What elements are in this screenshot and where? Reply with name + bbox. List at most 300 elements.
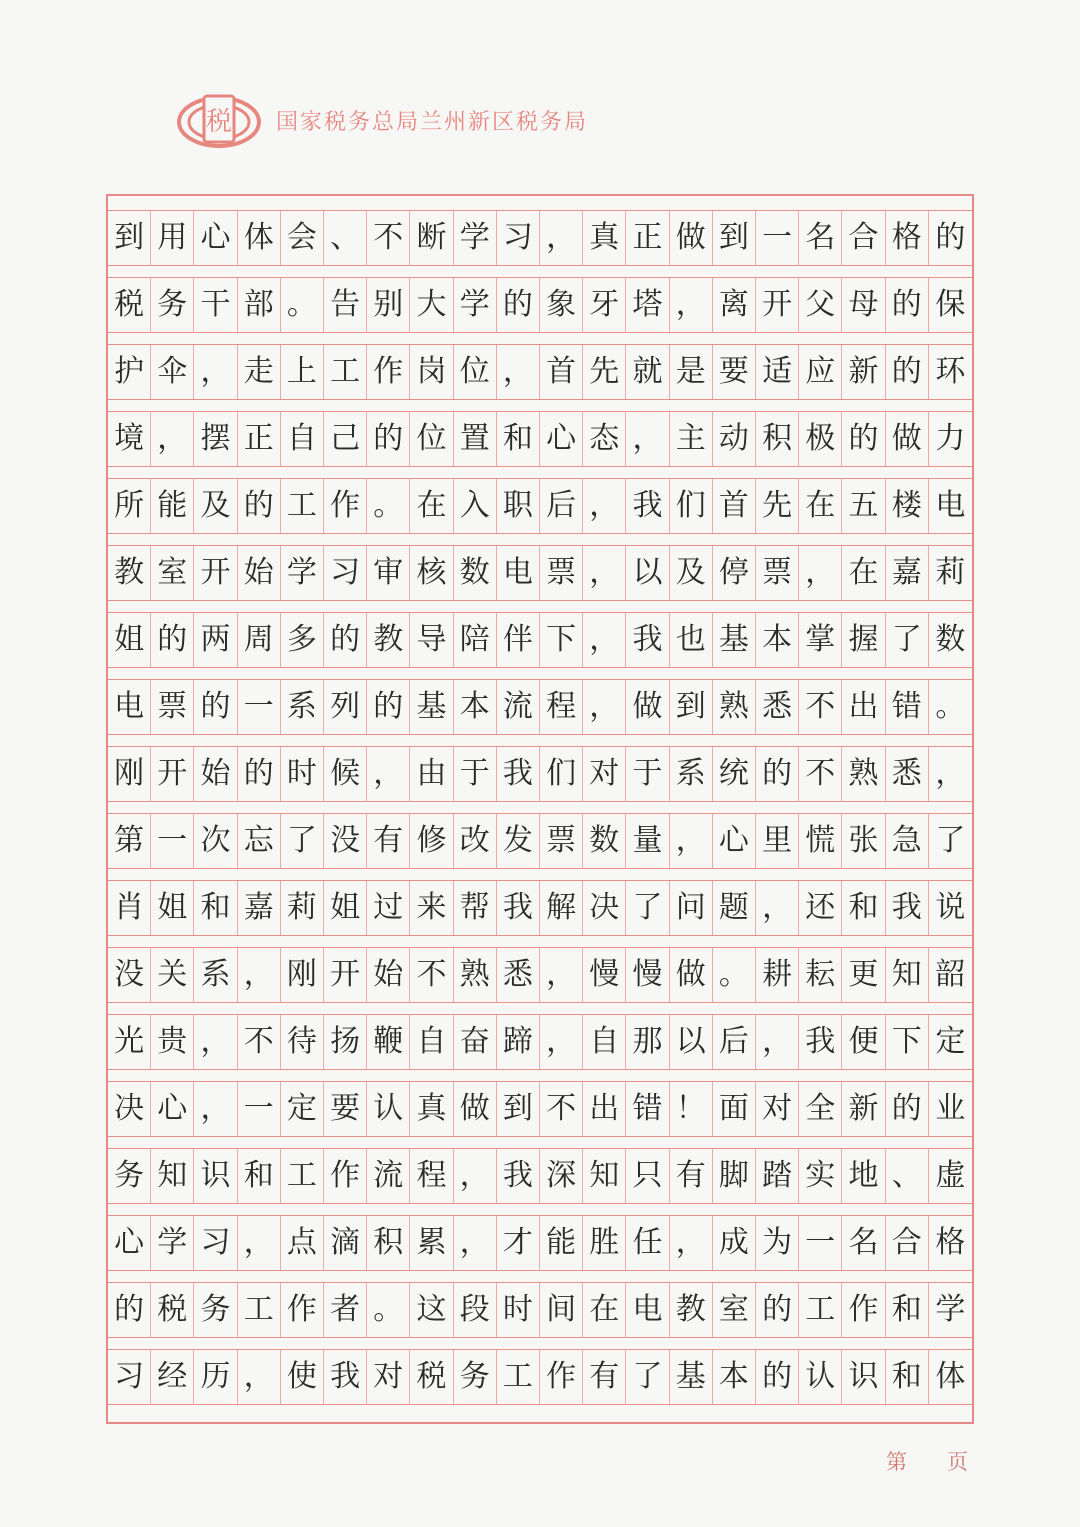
manuscript-cell: 动 bbox=[713, 412, 756, 466]
manuscript-cell: 在 bbox=[842, 546, 885, 600]
manuscript-cell: 经 bbox=[151, 1350, 194, 1404]
logo-glyph: 税 bbox=[205, 107, 233, 137]
manuscript-cell: 税 bbox=[151, 1283, 194, 1337]
manuscript-cell: 干 bbox=[194, 278, 237, 332]
manuscript-cell: 到 bbox=[108, 211, 151, 265]
page-label-suffix: 页 bbox=[947, 1450, 968, 1474]
manuscript-cell: 周 bbox=[238, 613, 281, 667]
manuscript-row bbox=[108, 813, 972, 869]
manuscript-cell: ， bbox=[670, 1216, 713, 1270]
manuscript-cell: 一 bbox=[238, 680, 281, 734]
manuscript-row bbox=[108, 880, 972, 936]
manuscript-cell: 点 bbox=[281, 1216, 324, 1270]
manuscript-cell: 第 bbox=[108, 814, 151, 868]
manuscript-cell: ， bbox=[151, 412, 194, 466]
manuscript-cell: 面 bbox=[713, 1082, 756, 1136]
manuscript-cell: 作 bbox=[367, 345, 410, 399]
manuscript-cell: 要 bbox=[324, 1082, 367, 1136]
manuscript-cell: 们 bbox=[670, 479, 713, 533]
manuscript-cell: 能 bbox=[540, 1216, 583, 1270]
manuscript-cell: 全 bbox=[799, 1082, 842, 1136]
manuscript-cell: 为 bbox=[756, 1216, 799, 1270]
manuscript-cell: 室 bbox=[713, 1283, 756, 1337]
manuscript-cell: 父 bbox=[799, 278, 842, 332]
manuscript-cell: 只 bbox=[626, 1149, 669, 1203]
manuscript-cell: 累 bbox=[410, 1216, 453, 1270]
manuscript-cell: 环 bbox=[935, 354, 966, 389]
manuscript-cell: 的 bbox=[238, 747, 281, 801]
manuscript-cell: 于 bbox=[626, 747, 669, 801]
manuscript-cell: 始 bbox=[194, 747, 237, 801]
manuscript-cell: ， bbox=[194, 1015, 237, 1069]
manuscript-cell: 本 bbox=[756, 613, 799, 667]
manuscript-cell: 知 bbox=[583, 1149, 626, 1203]
manuscript-cell: 一 bbox=[238, 1082, 281, 1136]
manuscript-cell: 摆 bbox=[194, 412, 237, 466]
manuscript-cell: 票 bbox=[756, 546, 799, 600]
manuscript-cell: 时 bbox=[281, 747, 324, 801]
manuscript-cell: 和 bbox=[886, 1283, 929, 1337]
manuscript-cell: 电 bbox=[626, 1283, 669, 1337]
manuscript-cell: 奋 bbox=[454, 1015, 497, 1069]
manuscript-cell: 工 bbox=[799, 1283, 842, 1337]
manuscript-cell: 历 bbox=[194, 1350, 237, 1404]
manuscript-cell: ， bbox=[540, 211, 583, 265]
manuscript-cell: 更 bbox=[842, 948, 885, 1002]
manuscript-cell: 做 bbox=[626, 680, 669, 734]
manuscript-cell: 极 bbox=[799, 412, 842, 466]
manuscript-cell: 务 bbox=[454, 1350, 497, 1404]
manuscript-cell: 这 bbox=[410, 1283, 453, 1337]
manuscript-cell: 踏 bbox=[756, 1149, 799, 1203]
manuscript-cell: 开 bbox=[756, 278, 799, 332]
manuscript-cell: 蹄 bbox=[497, 1015, 540, 1069]
manuscript-cell: 才 bbox=[497, 1216, 540, 1270]
manuscript-cell: 改 bbox=[454, 814, 497, 868]
manuscript-cell: 对 bbox=[756, 1082, 799, 1136]
manuscript-cell: 对 bbox=[367, 1350, 410, 1404]
manuscript-cell: 作 bbox=[281, 1283, 324, 1337]
manuscript-row bbox=[108, 344, 972, 400]
manuscript-cell: 了 bbox=[935, 823, 966, 858]
manuscript-cell: 业 bbox=[935, 1091, 966, 1126]
manuscript-cell: 过 bbox=[367, 881, 410, 935]
manuscript-cell: 次 bbox=[194, 814, 237, 868]
manuscript-cell: 的 bbox=[238, 479, 281, 533]
manuscript-cell: 不 bbox=[367, 211, 410, 265]
manuscript-cell: ， bbox=[367, 747, 410, 801]
manuscript-cell: 自 bbox=[410, 1015, 453, 1069]
manuscript-cell: 及 bbox=[670, 546, 713, 600]
manuscript-cell: 嘉 bbox=[238, 881, 281, 935]
manuscript-cell: 积 bbox=[367, 1216, 410, 1270]
manuscript-cell: 熟 bbox=[713, 680, 756, 734]
manuscript-cell: 学 bbox=[454, 211, 497, 265]
manuscript-cell: 题 bbox=[713, 881, 756, 935]
manuscript-cell: ， bbox=[583, 546, 626, 600]
manuscript-cell: 学 bbox=[151, 1216, 194, 1270]
manuscript-cell: 我 bbox=[497, 1149, 540, 1203]
manuscript-cell: 贵 bbox=[151, 1015, 194, 1069]
manuscript-cell: 刚 bbox=[108, 747, 151, 801]
manuscript-cell: 胜 bbox=[583, 1216, 626, 1270]
manuscript-cell: 系 bbox=[281, 680, 324, 734]
manuscript-cell: 开 bbox=[151, 747, 194, 801]
manuscript-cell: 不 bbox=[540, 1082, 583, 1136]
manuscript-cell: 认 bbox=[367, 1082, 410, 1136]
manuscript-cell: 电 bbox=[935, 488, 966, 523]
manuscript-cell: 急 bbox=[886, 814, 929, 868]
manuscript-cell: 任 bbox=[626, 1216, 669, 1270]
manuscript-cell: 工 bbox=[281, 1149, 324, 1203]
manuscript-cell: 说 bbox=[935, 890, 966, 925]
manuscript-cell: 习 bbox=[324, 546, 367, 600]
manuscript-cell: 票 bbox=[540, 814, 583, 868]
manuscript-cell: 象 bbox=[540, 278, 583, 332]
manuscript-cell: 适 bbox=[756, 345, 799, 399]
manuscript-cell: 做 bbox=[454, 1082, 497, 1136]
manuscript-cell: 关 bbox=[151, 948, 194, 1002]
manuscript-row bbox=[108, 545, 972, 601]
manuscript-cell: 掌 bbox=[799, 613, 842, 667]
manuscript-cell: 后 bbox=[540, 479, 583, 533]
manuscript-cell: 发 bbox=[497, 814, 540, 868]
manuscript-cell: 的 bbox=[367, 680, 410, 734]
manuscript-cell: 是 bbox=[670, 345, 713, 399]
manuscript-cell: 有 bbox=[367, 814, 410, 868]
manuscript-cell: 格 bbox=[935, 1225, 966, 1260]
manuscript-cell: 实 bbox=[799, 1149, 842, 1203]
manuscript-cell: 我 bbox=[799, 1015, 842, 1069]
manuscript-cell: 。 bbox=[713, 948, 756, 1002]
manuscript-cell: 、 bbox=[324, 211, 367, 265]
manuscript-cell: 鞭 bbox=[367, 1015, 410, 1069]
manuscript-cell: 部 bbox=[238, 278, 281, 332]
manuscript-cell: 决 bbox=[108, 1082, 151, 1136]
manuscript-cell: 位 bbox=[410, 412, 453, 466]
manuscript-cell: ， bbox=[626, 412, 669, 466]
manuscript-cell: 的 bbox=[324, 613, 367, 667]
manuscript-cell: 忘 bbox=[238, 814, 281, 868]
manuscript-cell: 主 bbox=[670, 412, 713, 466]
manuscript-cell: 出 bbox=[583, 1082, 626, 1136]
manuscript-cell: ， bbox=[935, 756, 966, 791]
manuscript-cell: 那 bbox=[626, 1015, 669, 1069]
manuscript-cell: ， bbox=[497, 345, 540, 399]
manuscript-cell: 的 bbox=[886, 1082, 929, 1136]
manuscript-cell: 电 bbox=[497, 546, 540, 600]
manuscript-cell: 慢 bbox=[626, 948, 669, 1002]
manuscript-cell: 段 bbox=[454, 1283, 497, 1337]
manuscript-cell: 和 bbox=[194, 881, 237, 935]
manuscript-cell: 的 bbox=[886, 278, 929, 332]
manuscript-cell: 作 bbox=[324, 1149, 367, 1203]
manuscript-cell: 始 bbox=[238, 546, 281, 600]
letterhead bbox=[176, 88, 588, 152]
manuscript-cell: 由 bbox=[410, 747, 453, 801]
manuscript-cell: 积 bbox=[756, 412, 799, 466]
manuscript-cell: 离 bbox=[713, 278, 756, 332]
organization-name: 国家税务总局兰州新区税务局 bbox=[276, 109, 589, 135]
manuscript-cell: 基 bbox=[410, 680, 453, 734]
manuscript-cell: 五 bbox=[842, 479, 885, 533]
manuscript-cell: 候 bbox=[324, 747, 367, 801]
manuscript-cell: 的 bbox=[756, 747, 799, 801]
manuscript-cell: 握 bbox=[842, 613, 885, 667]
manuscript-cell: ， bbox=[238, 1216, 281, 1270]
manuscript-cell: 的 bbox=[756, 1350, 799, 1404]
manuscript-row bbox=[108, 947, 972, 1003]
manuscript-cell: 问 bbox=[670, 881, 713, 935]
manuscript-cell: 塔 bbox=[626, 278, 669, 332]
manuscript-cell: 保 bbox=[935, 287, 966, 322]
manuscript-cell: 票 bbox=[540, 546, 583, 600]
manuscript-cell: 用 bbox=[151, 211, 194, 265]
manuscript-cell: 我 bbox=[324, 1350, 367, 1404]
manuscript-cell: 基 bbox=[670, 1350, 713, 1404]
manuscript-cell: 的 bbox=[935, 220, 966, 255]
manuscript-cell: 熟 bbox=[454, 948, 497, 1002]
manuscript-cell: 在 bbox=[583, 1283, 626, 1337]
manuscript-cell: 心 bbox=[108, 1216, 151, 1270]
manuscript-row bbox=[108, 277, 972, 333]
manuscript-row bbox=[108, 411, 972, 467]
manuscript-cell: ！ bbox=[670, 1082, 713, 1136]
manuscript-cell: 下 bbox=[886, 1015, 929, 1069]
manuscript-cell: 学 bbox=[454, 278, 497, 332]
manuscript-cell: 悉 bbox=[756, 680, 799, 734]
manuscript-cell: 心 bbox=[151, 1082, 194, 1136]
manuscript-cell: 没 bbox=[108, 948, 151, 1002]
manuscript-cell: 到 bbox=[497, 1082, 540, 1136]
manuscript-cell: 者 bbox=[324, 1283, 367, 1337]
manuscript-cell: 入 bbox=[454, 479, 497, 533]
manuscript-cell: 下 bbox=[540, 613, 583, 667]
manuscript-cell: 使 bbox=[281, 1350, 324, 1404]
manuscript-cell: ， bbox=[540, 948, 583, 1002]
manuscript-cell: 心 bbox=[540, 412, 583, 466]
manuscript-cell: 没 bbox=[324, 814, 367, 868]
manuscript-cell: 工 bbox=[238, 1283, 281, 1337]
manuscript-cell: 工 bbox=[281, 479, 324, 533]
manuscript-cell: 告 bbox=[324, 278, 367, 332]
manuscript-cell: 核 bbox=[410, 546, 453, 600]
page-number-label bbox=[886, 1446, 968, 1476]
manuscript-cell: 还 bbox=[799, 881, 842, 935]
manuscript-cell: ， bbox=[670, 278, 713, 332]
manuscript-cell: 和 bbox=[238, 1149, 281, 1203]
manuscript-cell: ， bbox=[238, 1350, 281, 1404]
manuscript-cell: 也 bbox=[670, 613, 713, 667]
manuscript-cell: 工 bbox=[324, 345, 367, 399]
manuscript-cell: 了 bbox=[281, 814, 324, 868]
manuscript-cell: 系 bbox=[194, 948, 237, 1002]
manuscript-grid bbox=[106, 194, 974, 1424]
manuscript-cell: 慌 bbox=[799, 814, 842, 868]
manuscript-cell: 错 bbox=[886, 680, 929, 734]
manuscript-cell: 基 bbox=[713, 613, 756, 667]
tax-bureau-logo-icon bbox=[176, 88, 262, 152]
manuscript-cell: 到 bbox=[713, 211, 756, 265]
manuscript-cell: 识 bbox=[842, 1350, 885, 1404]
manuscript-cell: 。 bbox=[281, 278, 324, 332]
manuscript-cell: 和 bbox=[497, 412, 540, 466]
manuscript-cell: 教 bbox=[670, 1283, 713, 1337]
manuscript-cell: 教 bbox=[108, 546, 151, 600]
manuscript-cell: 首 bbox=[540, 345, 583, 399]
manuscript-cell: 及 bbox=[194, 479, 237, 533]
manuscript-cell: ， bbox=[454, 1149, 497, 1203]
manuscript-cell: 修 bbox=[410, 814, 453, 868]
manuscript-cell: 一 bbox=[799, 1216, 842, 1270]
manuscript-cell: 了 bbox=[886, 613, 929, 667]
manuscript-cell: 莉 bbox=[935, 555, 966, 590]
manuscript-cell: ， bbox=[194, 345, 237, 399]
manuscript-row bbox=[108, 1081, 972, 1137]
manuscript-cell: 先 bbox=[756, 479, 799, 533]
manuscript-cell: 大 bbox=[410, 278, 453, 332]
manuscript-cell: 境 bbox=[108, 412, 151, 466]
manuscript-cell: 断 bbox=[410, 211, 453, 265]
manuscript-cell: 出 bbox=[842, 680, 885, 734]
manuscript-cell: 心 bbox=[194, 211, 237, 265]
manuscript-cell: 合 bbox=[842, 211, 885, 265]
manuscript-cell: 务 bbox=[108, 1149, 151, 1203]
manuscript-cell: ， bbox=[799, 546, 842, 600]
manuscript-cell: 的 bbox=[886, 345, 929, 399]
manuscript-cell: 楼 bbox=[886, 479, 929, 533]
manuscript-cell: 姐 bbox=[108, 613, 151, 667]
manuscript-cell: 我 bbox=[626, 479, 669, 533]
manuscript-cell: ， bbox=[454, 1216, 497, 1270]
manuscript-cell: 和 bbox=[886, 1350, 929, 1404]
manuscript-cell: 会 bbox=[281, 211, 324, 265]
manuscript-cell: 莉 bbox=[281, 881, 324, 935]
manuscript-cell: 慢 bbox=[583, 948, 626, 1002]
manuscript-row bbox=[108, 612, 972, 668]
manuscript-cell: 室 bbox=[151, 546, 194, 600]
manuscript-cell: 姐 bbox=[151, 881, 194, 935]
manuscript-cell: 姐 bbox=[324, 881, 367, 935]
manuscript-cell: 定 bbox=[281, 1082, 324, 1136]
manuscript-cell: 审 bbox=[367, 546, 410, 600]
manuscript-cell: 体 bbox=[935, 1359, 966, 1394]
manuscript-cell: 帮 bbox=[454, 881, 497, 935]
manuscript-cell: 里 bbox=[756, 814, 799, 868]
manuscript-cell: 。 bbox=[367, 1283, 410, 1337]
manuscript-cell: 电 bbox=[108, 680, 151, 734]
manuscript-cell: 于 bbox=[454, 747, 497, 801]
manuscript-cell: 税 bbox=[410, 1350, 453, 1404]
manuscript-cell: 不 bbox=[410, 948, 453, 1002]
manuscript-row bbox=[108, 1349, 972, 1405]
manuscript-row bbox=[108, 1282, 972, 1338]
manuscript-cell: 新 bbox=[842, 345, 885, 399]
manuscript-cell: 在 bbox=[799, 479, 842, 533]
manuscript-cell: 一 bbox=[151, 814, 194, 868]
manuscript-cell: 、 bbox=[886, 1149, 929, 1203]
manuscript-cell: 工 bbox=[497, 1350, 540, 1404]
manuscript-cell: 张 bbox=[842, 814, 885, 868]
manuscript-cell: 置 bbox=[454, 412, 497, 466]
manuscript-cell: 了 bbox=[626, 881, 669, 935]
manuscript-cell: 岗 bbox=[410, 345, 453, 399]
manuscript-cell: 伞 bbox=[151, 345, 194, 399]
manuscript-cell: 的 bbox=[367, 412, 410, 466]
manuscript-cell: 我 bbox=[626, 613, 669, 667]
manuscript-cell: 陪 bbox=[454, 613, 497, 667]
manuscript-cell: 熟 bbox=[842, 747, 885, 801]
manuscript-row bbox=[108, 478, 972, 534]
manuscript-cell: 务 bbox=[151, 278, 194, 332]
manuscript-cell: 便 bbox=[842, 1015, 885, 1069]
manuscript-cell: 格 bbox=[886, 211, 929, 265]
manuscript-cell: 真 bbox=[583, 211, 626, 265]
manuscript-cell: 成 bbox=[713, 1216, 756, 1270]
manuscript-cell: 来 bbox=[410, 881, 453, 935]
manuscript-cell: 对 bbox=[583, 747, 626, 801]
manuscript-cell: 不 bbox=[799, 747, 842, 801]
manuscript-cell: 自 bbox=[583, 1015, 626, 1069]
manuscript-cell: 伴 bbox=[497, 613, 540, 667]
manuscript-cell: 本 bbox=[454, 680, 497, 734]
manuscript-cell: 一 bbox=[756, 211, 799, 265]
manuscript-cell: 教 bbox=[367, 613, 410, 667]
manuscript-cell: 税 bbox=[108, 278, 151, 332]
manuscript-cell: 和 bbox=[842, 881, 885, 935]
manuscript-cell: 的 bbox=[842, 412, 885, 466]
manuscript-cell: ， bbox=[238, 948, 281, 1002]
manuscript-cell: 做 bbox=[670, 948, 713, 1002]
manuscript-cell: 认 bbox=[799, 1350, 842, 1404]
manuscript-cell: ， bbox=[756, 881, 799, 935]
manuscript-cell: 作 bbox=[324, 479, 367, 533]
manuscript-cell: 开 bbox=[324, 948, 367, 1002]
manuscript-cell: 我 bbox=[497, 881, 540, 935]
manuscript-cell: ， bbox=[540, 1015, 583, 1069]
manuscript-cell: 时 bbox=[497, 1283, 540, 1337]
manuscript-cell: 的 bbox=[194, 680, 237, 734]
manuscript-cell: 程 bbox=[540, 680, 583, 734]
manuscript-cell: 错 bbox=[626, 1082, 669, 1136]
manuscript-cell: 的 bbox=[497, 278, 540, 332]
manuscript-cell: 票 bbox=[151, 680, 194, 734]
manuscript-cell: 知 bbox=[151, 1149, 194, 1203]
manuscript-cell: 体 bbox=[238, 211, 281, 265]
manuscript-cell: ， bbox=[583, 680, 626, 734]
manuscript-cell: 走 bbox=[238, 345, 281, 399]
manuscript-cell: 有 bbox=[670, 1149, 713, 1203]
manuscript-cell: 脚 bbox=[713, 1149, 756, 1203]
manuscript-cell: 虚 bbox=[935, 1158, 966, 1193]
manuscript-cell: 扬 bbox=[324, 1015, 367, 1069]
page-label-prefix: 第 bbox=[886, 1450, 907, 1474]
manuscript-cell: 韶 bbox=[935, 957, 966, 992]
manuscript-cell: 待 bbox=[281, 1015, 324, 1069]
manuscript-cell: 地 bbox=[842, 1149, 885, 1203]
manuscript-cell: 习 bbox=[497, 211, 540, 265]
manuscript-cell: 后 bbox=[713, 1015, 756, 1069]
manuscript-cell: 始 bbox=[367, 948, 410, 1002]
manuscript-cell: 列 bbox=[324, 680, 367, 734]
manuscript-cell: 系 bbox=[670, 747, 713, 801]
manuscript-cell: 应 bbox=[799, 345, 842, 399]
manuscript-cell: 开 bbox=[194, 546, 237, 600]
manuscript-cell: 量 bbox=[626, 814, 669, 868]
manuscript-cell: 滴 bbox=[324, 1216, 367, 1270]
manuscript-cell: 识 bbox=[194, 1149, 237, 1203]
manuscript-cell: 习 bbox=[194, 1216, 237, 1270]
